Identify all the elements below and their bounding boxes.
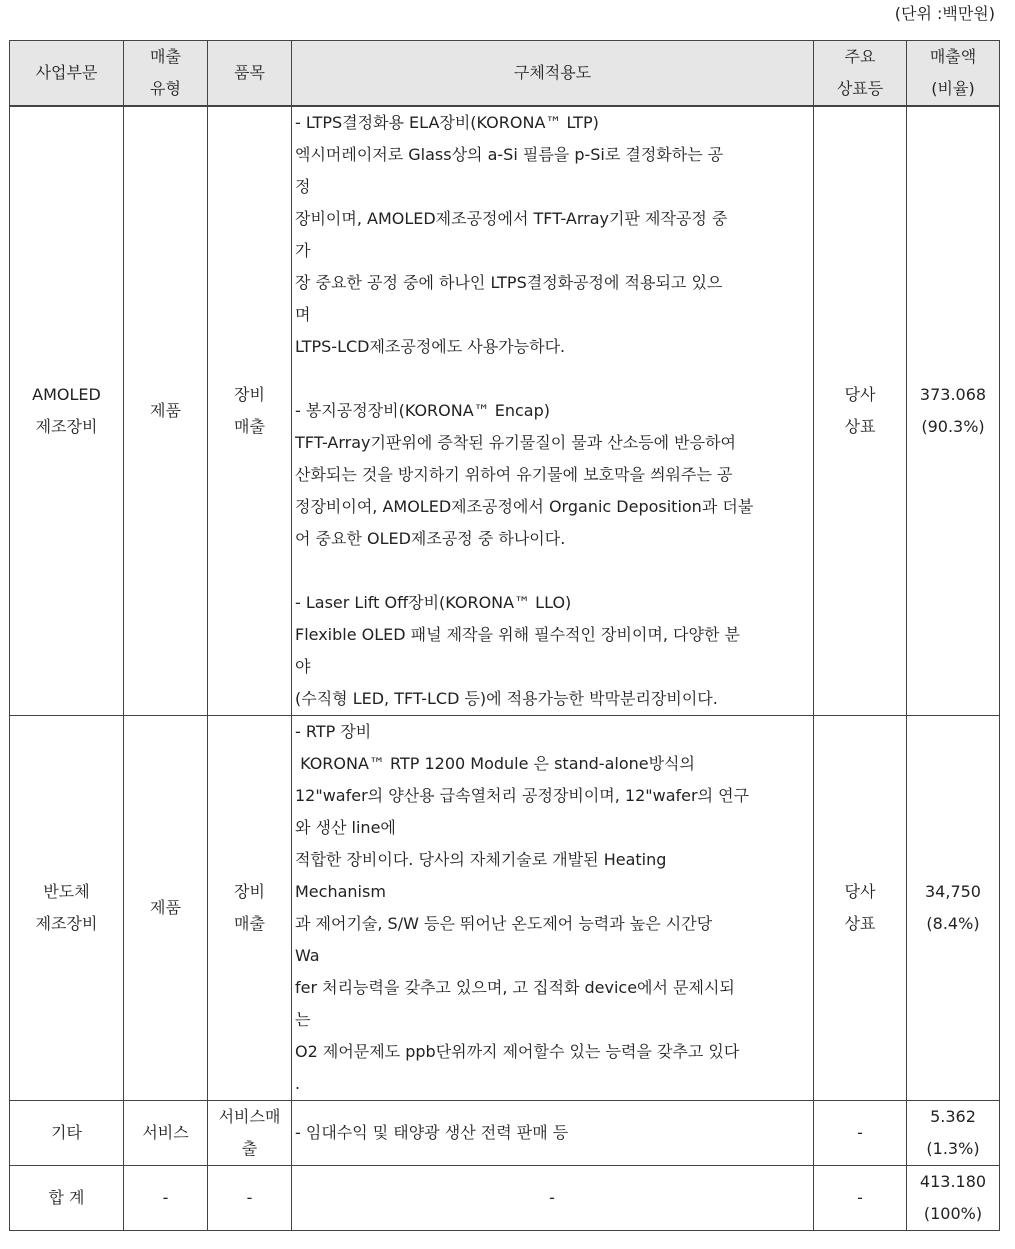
usage-line: 장 중요한 공정 중에 하나인 LTPS결정화공정에 적용되고 있으 xyxy=(295,273,723,292)
header-usage: 구체적용도 xyxy=(292,41,814,107)
usage-line: 장비이며, AMOLED제조공정에서 TFT-Array기판 제작공정 중 xyxy=(295,209,728,228)
sales-table xyxy=(9,40,1000,1231)
usage-line: . xyxy=(295,1074,301,1093)
usage-line: - Laser Lift Off장비(KORONA™ LLO) xyxy=(295,593,572,612)
item-cell-line: 장비 xyxy=(234,882,265,901)
usage-line: 야 xyxy=(295,657,311,676)
brand-cell-line: 당사 xyxy=(844,385,876,404)
usage-line: 엑시머레이저로 Glass상의 a-Si 필름을 p-Si로 결정화하는 공 xyxy=(295,145,724,164)
usage-line: fer 처리능력을 갖추고 있으며, 고 집적화 device에서 문제시되 xyxy=(295,978,735,997)
usage-line: 어 중요한 OLED제조공정 중 하나이다. xyxy=(295,529,566,548)
sales-type-cell: 제품 xyxy=(124,716,208,1101)
revenue-cell xyxy=(907,106,1000,716)
revenue-cell-line: 5.362 xyxy=(930,1107,976,1126)
usage-line: KORONA™ RTP 1200 Module 은 stand-alone방식의 xyxy=(295,754,695,773)
brand-cell xyxy=(814,106,907,716)
usage-line: 적합한 장비이다. 당사의 자체기술로 개발된 Heating xyxy=(295,850,667,869)
usage-cell xyxy=(292,1101,814,1166)
usage-line xyxy=(295,363,809,395)
usage-line: Flexible OLED 패널 제작을 위해 필수적인 장비이며, 다양한 분 xyxy=(295,625,740,644)
usage-cell xyxy=(292,1166,814,1231)
usage-line: 와 생산 line에 xyxy=(295,818,396,837)
revenue-cell xyxy=(907,716,1000,1101)
usage-line: 정장비이여, AMOLED제조공정에서 Organic Deposition과 더불 xyxy=(295,497,754,516)
brand-cell-line: 상표 xyxy=(844,417,876,436)
header-brand: 주요 상표등 xyxy=(814,41,907,107)
usage-line: 산화되는 것을 방지하기 위하여 유기물에 보호막을 씌워주는 공 xyxy=(295,465,733,484)
usage-line: Wa xyxy=(295,946,320,965)
item-cell xyxy=(208,1101,292,1166)
segment-cell-line: AMOLED xyxy=(32,385,101,404)
segment-cell xyxy=(10,106,124,716)
revenue-cell-line: (90.3%) xyxy=(921,417,985,436)
item-cell-line: 장비 xyxy=(234,385,265,404)
revenue-cell-line: 413.180 xyxy=(919,1172,987,1191)
brand-cell-line: - xyxy=(857,1188,863,1207)
usage-line: - LTPS결정화용 ELA장비(KORONA™ LTP) xyxy=(295,113,599,132)
usage-line: 12"wafer의 양산용 급속열처리 공정장비이며, 12"wafer의 연구 xyxy=(295,786,750,805)
brand-cell xyxy=(814,1101,907,1166)
header-row xyxy=(10,41,1000,107)
header-sales-type: 매출 유형 xyxy=(124,41,208,107)
item-cell xyxy=(208,106,292,716)
segment-cell xyxy=(10,1101,124,1166)
brand-cell xyxy=(814,1166,907,1231)
item-cell-line: 매출 xyxy=(234,417,265,436)
usage-line: - 임대수익 및 태양광 생산 전력 판매 등 xyxy=(295,1123,569,1142)
usage-line: - RTP 장비 xyxy=(295,722,372,741)
revenue-cell-line: 34,750 xyxy=(925,882,981,901)
item-cell-line: - xyxy=(246,1188,253,1207)
table-row xyxy=(10,1166,1000,1231)
sales-type-cell: 서비스 xyxy=(124,1101,208,1166)
segment-cell xyxy=(10,716,124,1101)
usage-line: Mechanism xyxy=(295,882,386,901)
segment-cell-line: 기타 xyxy=(51,1123,82,1142)
item-cell xyxy=(208,716,292,1101)
usage-line: TFT-Array기판위에 증착된 유기물질이 물과 산소등에 반응하여 xyxy=(295,433,736,452)
usage-cell xyxy=(292,106,814,716)
table-row xyxy=(10,716,1000,1101)
item-cell-line: 매출 xyxy=(234,914,265,933)
header-segment: 사업부문 xyxy=(10,41,124,107)
revenue-cell-line: (8.4%) xyxy=(926,914,980,933)
item-cell-line: 서비스매 xyxy=(218,1107,281,1126)
usage-cell xyxy=(292,716,814,1101)
revenue-cell xyxy=(907,1101,1000,1166)
usage-line: 과 제어기술, S/W 등은 뛰어난 온도제어 능력과 높은 시간당 xyxy=(295,914,713,933)
usage-line: 며 xyxy=(295,305,311,324)
brand-cell-line: 당사 xyxy=(844,882,876,901)
item-cell xyxy=(208,1166,292,1231)
usage-line: - xyxy=(549,1188,555,1207)
segment-cell-line: 반도체 xyxy=(43,882,90,901)
brand-cell xyxy=(814,716,907,1101)
revenue-cell-line: (100%) xyxy=(923,1204,983,1223)
revenue-cell-line: 373.068 xyxy=(919,385,987,404)
usage-line: 정 xyxy=(295,177,311,196)
sales-type-cell: 제품 xyxy=(124,106,208,716)
header-revenue: 매출액 (비율) xyxy=(907,41,1000,107)
brand-cell-line: 상표 xyxy=(844,914,876,933)
sales-type-cell: - xyxy=(124,1166,208,1231)
header-item: 품목 xyxy=(208,41,292,107)
revenue-cell xyxy=(907,1166,1000,1231)
segment-cell-line: 제조장비 xyxy=(35,914,98,933)
usage-line: 는 xyxy=(295,1010,311,1029)
usage-line xyxy=(295,555,809,587)
segment-cell-line: 합 계 xyxy=(48,1188,85,1207)
usage-line: LTPS-LCD제조공정에도 사용가능하다. xyxy=(295,337,566,356)
item-cell-line: 출 xyxy=(241,1139,258,1158)
usage-line: O2 제어문제도 ppb단위까지 제어할수 있는 능력을 갖추고 있다 xyxy=(295,1042,740,1061)
segment-cell-line: 제조장비 xyxy=(35,417,98,436)
revenue-cell-line: (1.3%) xyxy=(926,1139,980,1158)
usage-line: - 봉지공정장비(KORONA™ Encap) xyxy=(295,401,551,420)
unit-label: (단위 :백만원) xyxy=(894,4,995,23)
segment-cell xyxy=(10,1166,124,1231)
table-row xyxy=(10,1101,1000,1166)
usage-line: (수직형 LED, TFT-LCD 등)에 적용가능한 박막분리장비이다. xyxy=(295,689,718,708)
table-row xyxy=(10,106,1000,716)
brand-cell-line: - xyxy=(857,1123,863,1142)
usage-line: 가 xyxy=(295,241,311,260)
